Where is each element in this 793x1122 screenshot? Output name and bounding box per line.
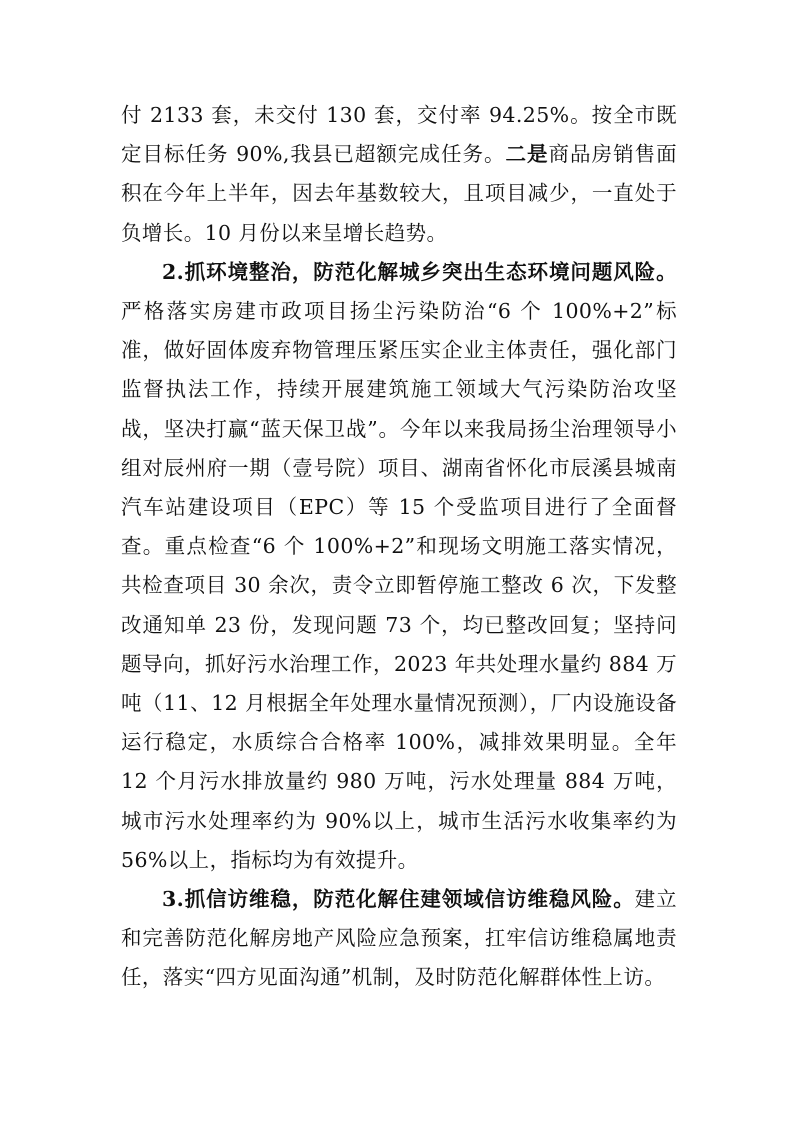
section-2-body: 严格落实房建市政项目扬尘污染防治“6 个 100%+2”标准，做好固体废弃物管理压紧压实企业主体责任，强化部门监督执法工作，持续开展建筑施工领域大气污染防治攻坚战，坚决打赢“蓝天保卫战”。今年以来我局扬尘治理领导小组对辰州府一期（壹号院）项目、湖南省怀化市辰溪县城南汽车站建设项目（EPC）等 15 个受监项目进行了全面督查。重点检查“6 个 100%+2”和现场文明施工落实情况，共检查项目 30 余次，责令立即暂停施工整改 6 次，下发整改通知单 23 份，发现问题 73 个，均已整改回复；坚持问题导向，抓好污水治理工作，2023 年共处理水量约 884 万吨（11、12 月根据全年处理水量情况预测），厂内设施设备运行稳定，水质综合合格率 100%，减排效果明显。全年 12 个月污水排放量约 980 万吨，污水处理量 884 万吨，城市污水处理率约为 90%以上，城市生活污水收集率约为 56%以上，指标均为有效提升。: [121, 299, 677, 872]
section-2-paragraph: [121, 253, 677, 880]
bold-lead-text: 二是: [505, 142, 549, 167]
paragraph-continued: [121, 96, 677, 253]
section-2-heading: 2.抓环境整治，防范化解城乡突出生态环境问题风险。: [162, 259, 677, 284]
section-3-body: 建立和完善防范化解房地产风险应急预案，扛牢信访维稳属地责任，落实“四方见面沟通”机制，及时防范化解群体性上访。: [121, 887, 677, 990]
paragraph-text: 付 2133 套，未交付 130 套，交付率 94.25%。按全市既定目标任务 90%,我县已超额完成任务。: [121, 103, 677, 167]
section-3-paragraph: [121, 880, 677, 998]
document-body: [121, 96, 677, 998]
paragraph-text: 商品房销售面积在今年上半年，因去年基数较大，且项目减少，一直处于负增长。10 月份以来呈增长趋势。: [121, 142, 677, 245]
section-3-heading: 3.抓信访维稳，防范化解住建领域信访维稳风险。: [162, 887, 635, 912]
